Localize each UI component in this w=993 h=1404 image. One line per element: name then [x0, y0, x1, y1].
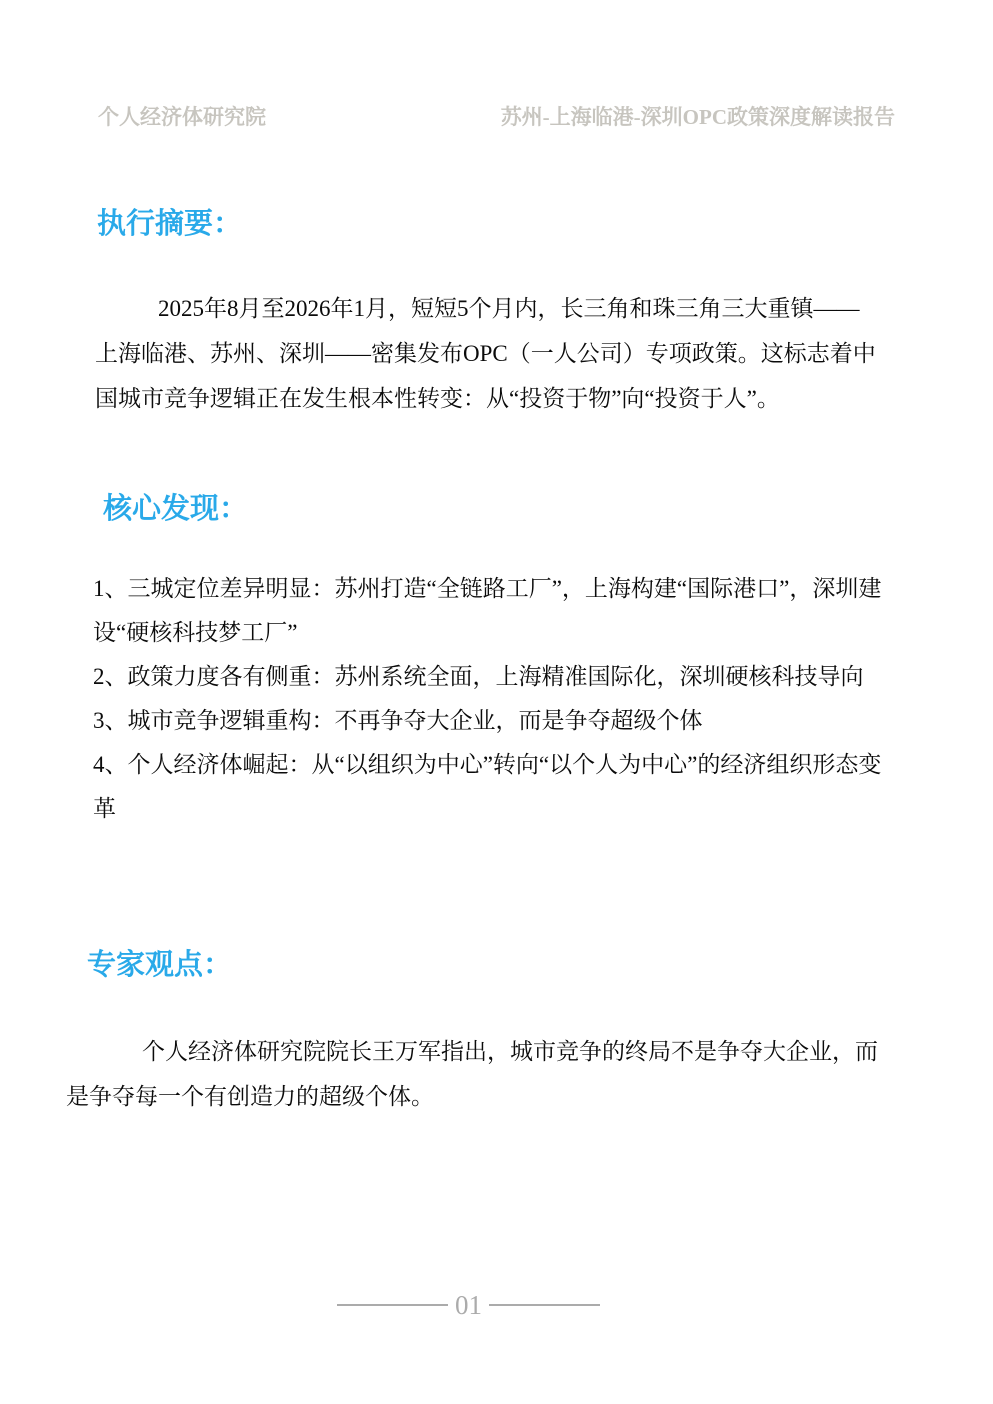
- summary-paragraph: 2025年8月至2026年1月，短短5个月内，长三角和珠三角三大重镇——上海临港、苏州、深圳——密集发布OPC（一人公司）专项政策。这标志着中国城市竞争逻辑正在发生根本性转变：从“投资于物”向“投资于人”。: [95, 296, 876, 411]
- header-report-title: 苏州-上海临港-深圳OPC政策深度解读报告: [500, 105, 895, 129]
- page-header: [98, 101, 895, 131]
- summary-heading: 执行摘要：: [97, 208, 243, 240]
- finding-item-2: 2、政策力度各有侧重：苏州系统全面，上海精准国际化，深圳硬核科技导向: [93, 664, 864, 689]
- footer-rule-left: [337, 1304, 448, 1306]
- expert-paragraph: 个人经济体研究院院长王万军指出，城市竞争的终局不是争夺大企业，而是争夺每一个有创造力的超级个体。: [66, 1039, 878, 1109]
- findings-heading: 核心发现：: [103, 493, 249, 525]
- expert-heading: 专家观点：: [87, 949, 233, 981]
- page-footer: [337, 1290, 600, 1320]
- finding-item-4: 4、个人经济体崛起：从“以组织为中心”转向“以个人为中心”的经济组织形态变革: [93, 752, 882, 821]
- finding-item-3: 3、城市竞争逻辑重构：不再争夺大企业，而是争夺超级个体: [93, 708, 703, 733]
- footer-rule-right: [489, 1304, 600, 1306]
- findings-list: [93, 567, 899, 831]
- header-org-name: 个人经济体研究院: [98, 105, 266, 129]
- finding-item-1: 1、三城定位差异明显：苏州打造“全链路工厂”，上海构建“国际港口”，深圳建设“硬核科技梦工厂”: [93, 576, 882, 645]
- page-number: 01: [455, 1289, 482, 1320]
